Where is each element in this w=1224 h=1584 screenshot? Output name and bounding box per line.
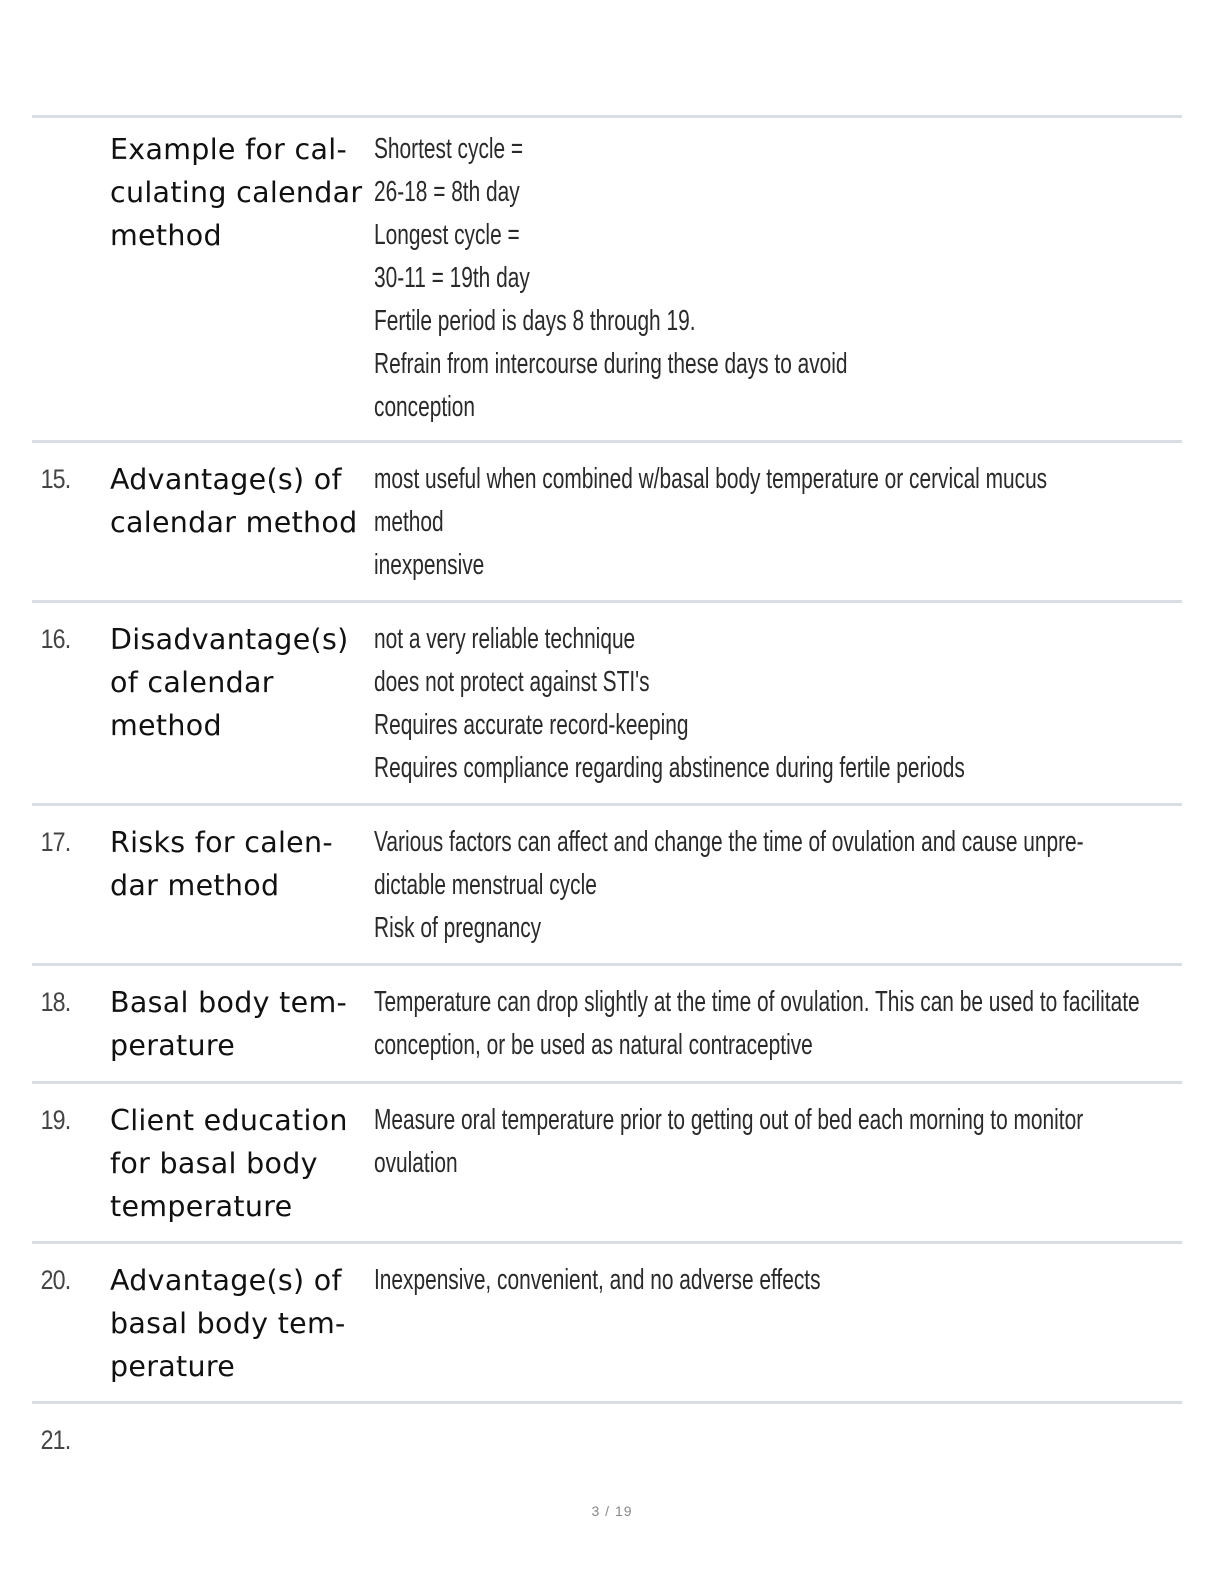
term-line: dar method <box>110 869 280 902</box>
term <box>110 618 374 803</box>
term <box>110 128 374 440</box>
table-row <box>32 440 1182 600</box>
definition-line: Risk of pregnancy <box>374 912 542 944</box>
definition <box>374 618 1195 803</box>
definition-line: Requires compliance regarding abstinence during fertile periods <box>374 752 965 784</box>
term <box>110 1259 374 1401</box>
definition-line: Fertile period is days 8 through 19. <box>374 305 696 337</box>
table-row <box>32 600 1182 803</box>
term-line: Client education <box>110 1104 348 1137</box>
definition-line: Measure oral temperature prior to getting out of bed each morning to monitor <box>374 1104 1084 1136</box>
definition <box>374 458 1224 600</box>
definition <box>374 1419 1182 1471</box>
term <box>110 1419 374 1471</box>
term <box>110 458 374 600</box>
term <box>110 1099 374 1241</box>
row-number <box>32 128 99 440</box>
table-row <box>32 803 1182 963</box>
term-line: perature <box>110 1350 236 1383</box>
term-line: for basal body <box>110 1147 318 1180</box>
definition <box>374 128 1182 440</box>
definition-line: Requires accurate record-keeping <box>374 709 689 741</box>
row-number: 20. <box>40 1265 71 1295</box>
definition <box>374 1099 1224 1241</box>
table-row <box>32 1241 1182 1401</box>
definition-line: method <box>374 506 444 538</box>
table-row <box>32 1401 1182 1471</box>
row-number: 21. <box>40 1425 71 1455</box>
term-line: method <box>110 219 222 252</box>
term-line: temperature <box>110 1190 293 1223</box>
row-number: 19. <box>40 1105 71 1135</box>
page-indicator: 3 / 19 <box>591 1503 633 1519</box>
term-line: Basal body tem- <box>110 986 348 1019</box>
definition-line: conception, or be used as natural contraceptive <box>374 1029 813 1061</box>
table-row <box>32 963 1182 1081</box>
term-line: basal body tem- <box>110 1307 346 1340</box>
flashcard-table <box>32 115 1182 1471</box>
definition-line: conception <box>374 391 476 423</box>
term-line: Example for cal- <box>110 133 348 166</box>
term-line: Advantage(s) of <box>110 1264 342 1297</box>
definition-line: Refrain from intercourse during these days to avoid <box>374 348 848 380</box>
term-line: calendar method <box>110 506 358 539</box>
term-line: method <box>110 709 222 742</box>
definition-line: 30-11 = 19th day <box>374 262 530 294</box>
definition-line: most useful when combined w/basal body temperature or cervical mucus <box>374 463 1048 495</box>
term-line: Risks for calen- <box>110 826 333 859</box>
definition-line: not a very reliable technique <box>374 623 636 655</box>
definition-line: Temperature can drop slightly at the time of ovulation. This can be used to facilitate <box>374 986 1140 1018</box>
term-line: Disadvantage(s) <box>110 623 349 656</box>
term-line: of calendar <box>110 666 274 699</box>
term <box>110 821 374 963</box>
table-row <box>32 115 1182 440</box>
definition-line: Various factors can affect and change the time of ovulation and cause unpre- <box>374 826 1084 858</box>
definition-line: ovulation <box>374 1147 458 1179</box>
definition-line: does not protect against STI's <box>374 666 650 698</box>
definition-line: inexpensive <box>374 549 485 581</box>
term-line: perature <box>110 1029 236 1062</box>
row-number: 15. <box>40 464 71 494</box>
definition-line: Shortest cycle = <box>374 133 524 165</box>
definition <box>374 821 1224 963</box>
term <box>110 981 374 1081</box>
definition-line: 26-18 = 8th day <box>374 176 520 208</box>
definition-line: dictable menstrual cycle <box>374 869 597 901</box>
definition <box>374 1259 1182 1401</box>
term-line: culating calendar <box>110 176 363 209</box>
definition-line: Longest cycle = <box>374 219 520 251</box>
definition-line: Inexpensive, convenient, and no adverse effects <box>374 1264 821 1296</box>
definition <box>374 981 1224 1081</box>
table-row <box>32 1081 1182 1241</box>
term-line: Advantage(s) of <box>110 463 342 496</box>
row-number: 17. <box>40 827 71 857</box>
row-number: 18. <box>40 987 71 1017</box>
row-number: 16. <box>40 624 71 654</box>
